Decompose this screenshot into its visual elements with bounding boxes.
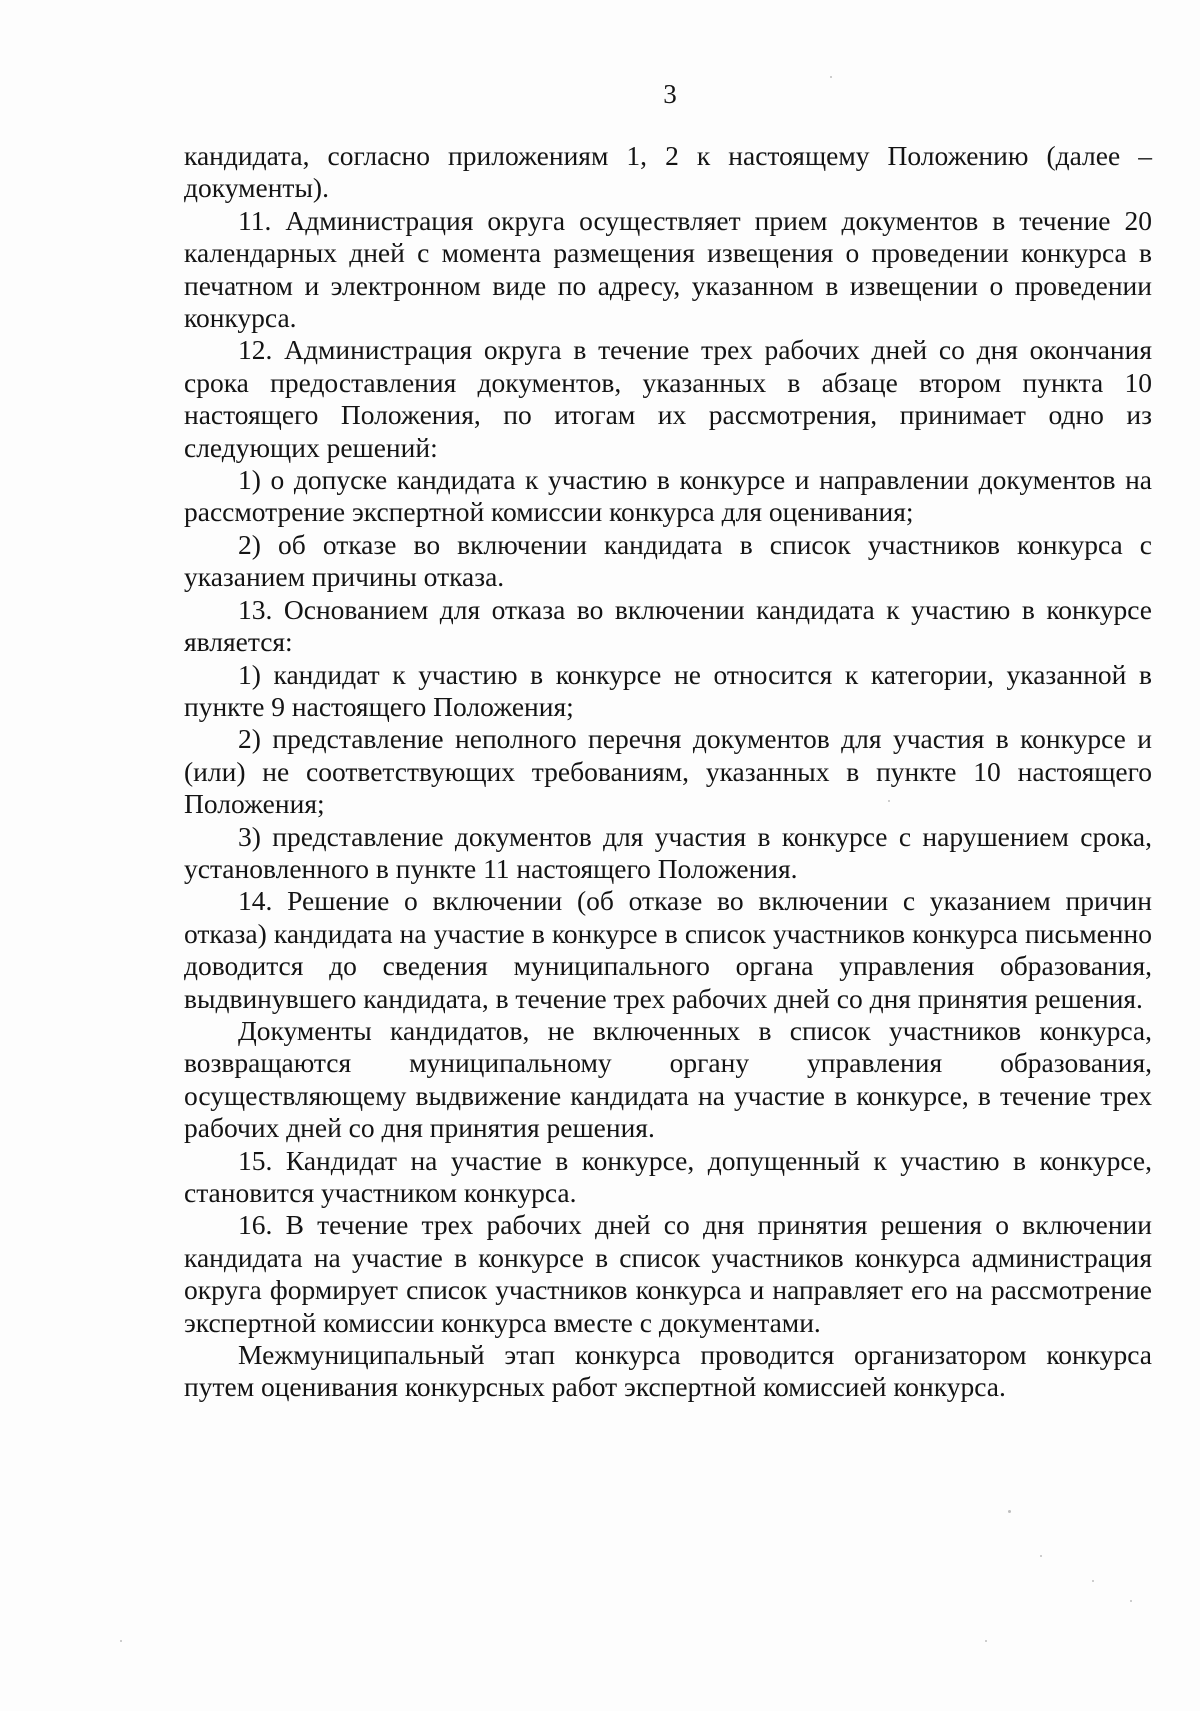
scan-speck [830, 76, 832, 78]
paragraph-item-16: 16. В течение трех рабочих дней со дня принятия решения о включении кандидата на участие в конкурсе в список участников конкурса администрация округа формирует список участников конкурса и направляет его на рассмотрение экспертной комиссии конкурса вместе с документами. [184, 1209, 1152, 1338]
page-number: 3 [663, 79, 677, 109]
scan-speck [120, 1640, 122, 1642]
paragraph-item-13-sub-3: 3) представление документов для участия в конкурсе с нарушением срока, установленного в пункте 11 настоящего Положения. [184, 820, 1152, 884]
paragraph-item-11: 11. Администрация округа осуществляет прием документов в течение 20 календарных дней с момента размещения извещения о проведении конкурса в печатном и электронном виде по адресу, указанном в извещении о проведении конкурса. [184, 204, 1152, 334]
scan-speck [1008, 1510, 1011, 1513]
paragraph-item-16-continued: Межмуниципальный этап конкурса проводится организатором конкурса путем оценивания конкурсных работ экспертной комиссией конкурса. [184, 1339, 1152, 1403]
document-body [184, 140, 1152, 1404]
paragraph-item-12-sub-2: 2) об отказе во включении кандидата в список участников конкурса с указанием причины отказа. [184, 528, 1152, 593]
paragraph-item-13-sub-1: 1) кандидат к участию в конкурсе не относится к категории, указанной в пункте 9 настоящего Положения; [184, 658, 1152, 722]
paragraph-item-14: 14. Решение о включении (об отказе во включении с указанием причин отказа) кандидата на участие в конкурсе в список участников конкурса письменно доводится до сведения муниципального органа управления образования, выдвинувшего кандидата, в течение трех рабочих дней со дня принятия решения. [184, 885, 1152, 1014]
scan-speck [1040, 1555, 1042, 1557]
scan-speck [1130, 1600, 1132, 1602]
scan-speck [985, 1640, 987, 1642]
scan-speck [1092, 1580, 1094, 1582]
paragraph-item-13: 13. Основанием для отказа во включении кандидата к участию в конкурсе является: [184, 593, 1152, 658]
paragraph-item-12-sub-1: 1) о допуске кандидата к участию в конкурсе и направлении документов на рассмотрение экспертной комиссии конкурса для оценивания; [184, 464, 1152, 528]
scan-speck [888, 800, 890, 802]
paragraph-item-14-continued: Документы кандидатов, не включенных в список участников конкурса, возвращаются муниципальному органу управления образования, осуществляющему выдвижение кандидата на участие в конкурсе, в течение трех рабочих дней со дня принятия решения. [184, 1014, 1152, 1144]
paragraph-item-15: 15. Кандидат на участие в конкурсе, допущенный к участию в конкурсе, становится участником конкурса. [184, 1144, 1152, 1208]
paragraph-item-13-sub-2: 2) представление неполного перечня документов для участия в конкурсе и (или) не соответствующих требованиям, указанных в пункте 10 настоящего Положения; [184, 723, 1152, 820]
paragraph-continuation: кандидата, согласно приложениям 1, 2 к настоящему Положению (далее – документы). [184, 140, 1152, 204]
paragraph-item-12: 12. Администрация округа в течение трех рабочих дней со дня окончания срока предоставления документов, указанных в абзаце втором пункта 10 настоящего Положения, по итогам их рассмотрения, принимает одно из следующих решений: [184, 334, 1152, 463]
